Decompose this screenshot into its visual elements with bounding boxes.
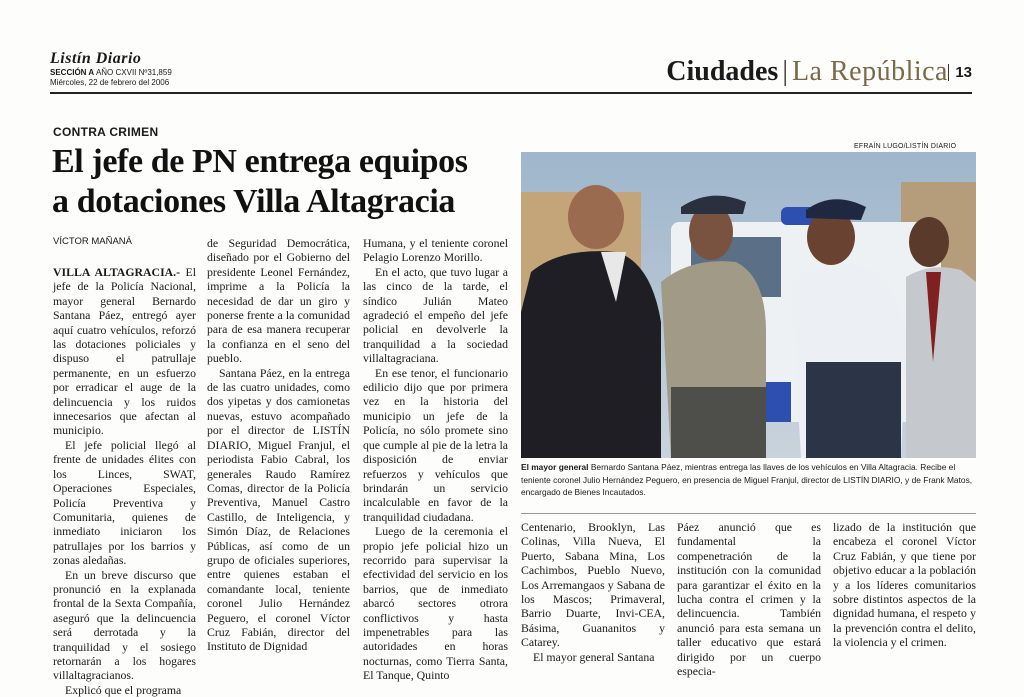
article-column-3 <box>363 236 508 683</box>
paragraph: lizado de la institución que encabeza el coronel Víctor Cruz Fabián, y que tiene por objetivo educar a la población y a los líderes comunitarios sobre distintos aspectos de la dignidad humana, el respeto y la prevención contra el delito, la violencia y el crimen. <box>833 520 976 650</box>
paragraph: En un breve discurso que pronunció en la explanada frontal de la Sexta Compañía, aseguró que la delincuencia será derrotada y la tranquilidad y el sosiego retornarán a los hogares villaltagracianos. <box>53 567 196 683</box>
paragraph: En el acto, que tuvo lugar a las cinco de la tarde, el síndico Julián Mateo agradeció el empeño del jefe policial en devolverle la tranquilidad a la sociedad villaltagraciana. <box>363 264 508 366</box>
paragraph: Explicó que el programa <box>65 682 182 697</box>
section-name: Ciudades <box>666 56 779 87</box>
article-column-1 <box>53 265 196 697</box>
paragraph: Luego de la ceremonia el propio jefe policial hizo un recorrido para supervisar la efectividad del servicio en los barrios, que de inmediato abarcó sectores otrora conflictivos y hasta impenetrables para las autoridades en horas nocturnas, como Tierra Santa, El Tanque, Quinto <box>363 524 508 683</box>
masthead-meta <box>50 68 172 87</box>
edition-info: AÑO CXVII Nº31,859 <box>95 68 172 77</box>
section-header <box>666 56 948 88</box>
paragraph: VILLA ALTAGRACIA.- El jefe de la Policía Nacional, mayor general Bernardo Santana Páez, entregó ayer aquí cuatro vehículos, reforzó las dotaciones policiales y dispuso el patrullaje permanente, en un esfuerzo por erradicar el auge de la delincuencia y los ruidos innecesarios que afectan al municipio. <box>53 265 196 438</box>
article-column-2 <box>207 236 350 654</box>
officers-photo-illustration <box>521 152 976 458</box>
caption-lead: El mayor general <box>521 462 589 472</box>
photo-caption <box>521 461 976 499</box>
newspaper-logo: Listín Diario <box>50 50 142 67</box>
paragraph: Páez anunció que es fundamental la compenetración de la institución con la comunidad para garantizar el éxito en la lucha contra el crimen y la delincuencia. También anunció para esta semana un taller educativo que estará dirigido por un cuerpo especia- <box>677 520 821 679</box>
photo-credit: EFRAÍN LUGO/LISTÍN DIARIO <box>854 143 957 150</box>
dateline: VILLA ALTAGRACIA.- <box>53 265 181 279</box>
paragraph: El jefe policial llegó al frente de unidades élites con los Linces, SWAT, Operaciones Especiales, Policía Preventiva y Comunitaria, quienes de inmediato iniciaron los patrullajes por los barrios y zonas aledañas. <box>53 437 196 568</box>
page-number: 13 <box>948 64 972 81</box>
article-column-6 <box>833 520 976 650</box>
paragraph: Santana Páez, en la entrega de las cuatro unidades, como dos yipetas y dos camionetas nuevas, estuvo acompañado por el director de LISTÍN DIARIO, Miguel Franjul, el periodista Fabio Cabral, los generales Raudo Ramírez Comas, director de la Policía Preventiva, Manuel Castro Castillo, de Inteligencia, y Simón Díaz, de Relaciones Públicas, así como de un grupo de oficiales superiores, entre quienes estaban el comandante local, teniente coronel Julio Hernández Peguero, el coronel Víctor Cruz Fabián, director del Instituto de Dignidad <box>207 365 350 654</box>
article-headline <box>52 142 522 222</box>
subsection-name: La República <box>791 56 948 87</box>
headline-line-1: El jefe de PN entrega equipos <box>52 143 468 180</box>
article-kicker: CONTRA CRIMEN <box>53 125 159 139</box>
paragraph: de Seguridad Democrática, diseñado por el Gobierno del presidente Leonel Fernández, imprime a la Policía la necesidad de dar un giro y ponerse frente a la comunidad para de esa manera recuperar la confianza en el seno del pueblo. <box>207 236 350 366</box>
headline-line-2: a dotaciones Villa Altagracia <box>52 183 455 220</box>
article-byline: VÍCTOR MAÑANÁ <box>53 236 133 247</box>
paragraph: Humana, y el teniente coronel Pelagio Lorenzo Morillo. <box>363 236 508 265</box>
paragraph: Centenario, Brooklyn, Las Colinas, Villa Nueva, El Puerto, Sabana Mina, Los Cachimbos, Pueblo Nuevo, Los Arremangaos y Sabana de los Mascos; Primaveral, Barrio Duarte, Invi-CEA, Básima, Guananitos y Catarey. <box>521 520 665 650</box>
paragraph: En ese tenor, el funcionario edilicio dijo que por primera vez en la historia del municipio un jefe de la Policía, no sólo promete sino que cumple al pie de la letra la disposición de enviar refuerzos y vehículos que brindarán un servicio incalculable en favor de la tranquilidad ciudadana. <box>363 365 508 524</box>
paragraph: El mayor general Santana <box>533 649 655 664</box>
publication-date: Miércoles, 22 de febrero del 2006 <box>50 77 170 87</box>
caption-rule <box>521 513 976 514</box>
news-photo <box>521 152 976 458</box>
article-column-4 <box>521 520 665 664</box>
section-label: SECCIÓN A <box>50 68 95 77</box>
article-column-5 <box>677 520 821 678</box>
section-separator: | <box>782 56 788 87</box>
caption-text: Bernardo Santana Páez, mientras entrega las llaves de los vehículos en Villa Altagracia. Recibe el teniente coronel Julio Hernández Peguero, en presencia de Miguel Franjul, director de LISTÍN DIARIO, y de Frank Matos, encargado de Bienes Incautados. <box>521 462 973 498</box>
header-rule <box>50 92 972 94</box>
